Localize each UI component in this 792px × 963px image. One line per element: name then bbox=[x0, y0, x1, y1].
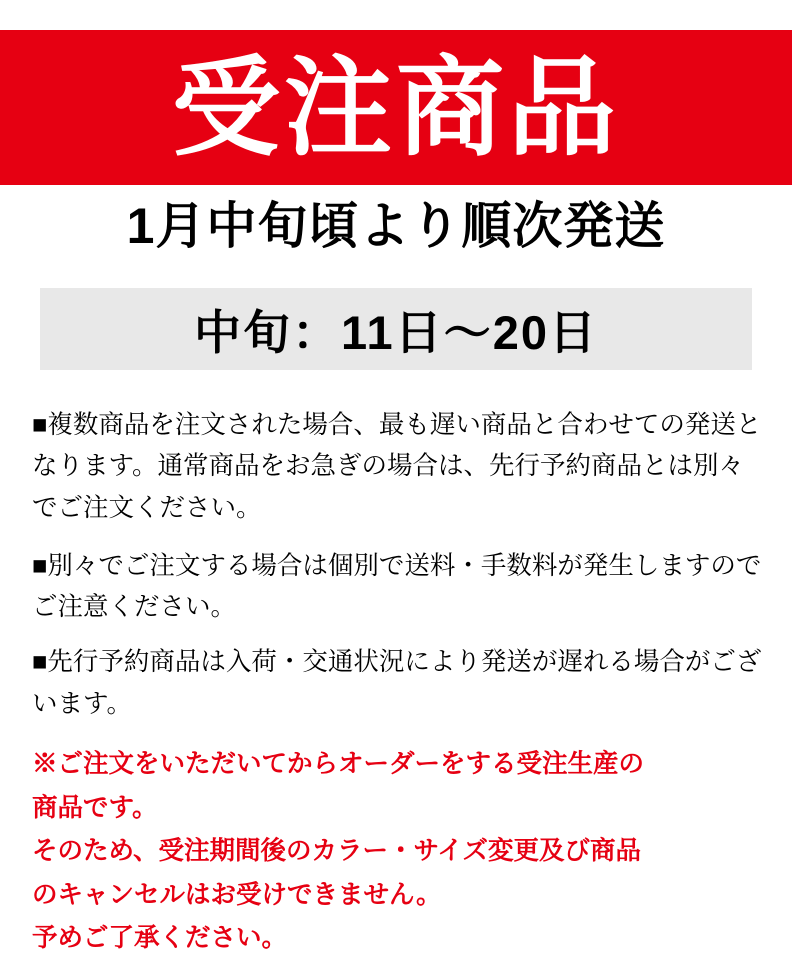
red-notice-line: 商品です。 bbox=[32, 793, 158, 822]
red-notice bbox=[32, 745, 762, 959]
red-notice-line: ※ご注文をいただいてからオーダーをする受注生産の bbox=[32, 750, 645, 779]
red-banner bbox=[0, 30, 792, 185]
red-notice-line: そのため、受注期間後のカラー・サイズ変更及び商品 bbox=[32, 837, 641, 866]
note-item: ■別々でご注文する場合は個別で送料・手数料が発生しますのでご注意ください。 bbox=[32, 551, 762, 622]
shipping-subtitle: 1月中旬頃より順次発送 bbox=[126, 198, 666, 254]
notes-section bbox=[32, 405, 762, 963]
page-title: 受注商品 bbox=[171, 46, 620, 168]
red-notice-line: のキャンセルはお受けできません。 bbox=[32, 880, 442, 909]
red-notice-line: 予めご了承ください。 bbox=[32, 924, 288, 953]
note-item: ■先行予約商品は入荷・交通状況により発送が遅れる場合がございます。 bbox=[32, 648, 762, 718]
note-item: ■複数商品を注文された場合、最も遅い商品と合わせての発送となります。通常商品をお急ぎの場合は、先行予約商品とは別々でご注文ください。 bbox=[32, 411, 762, 522]
date-range-band bbox=[40, 288, 752, 370]
date-range-label: 中旬：11日〜20日 bbox=[194, 305, 598, 359]
